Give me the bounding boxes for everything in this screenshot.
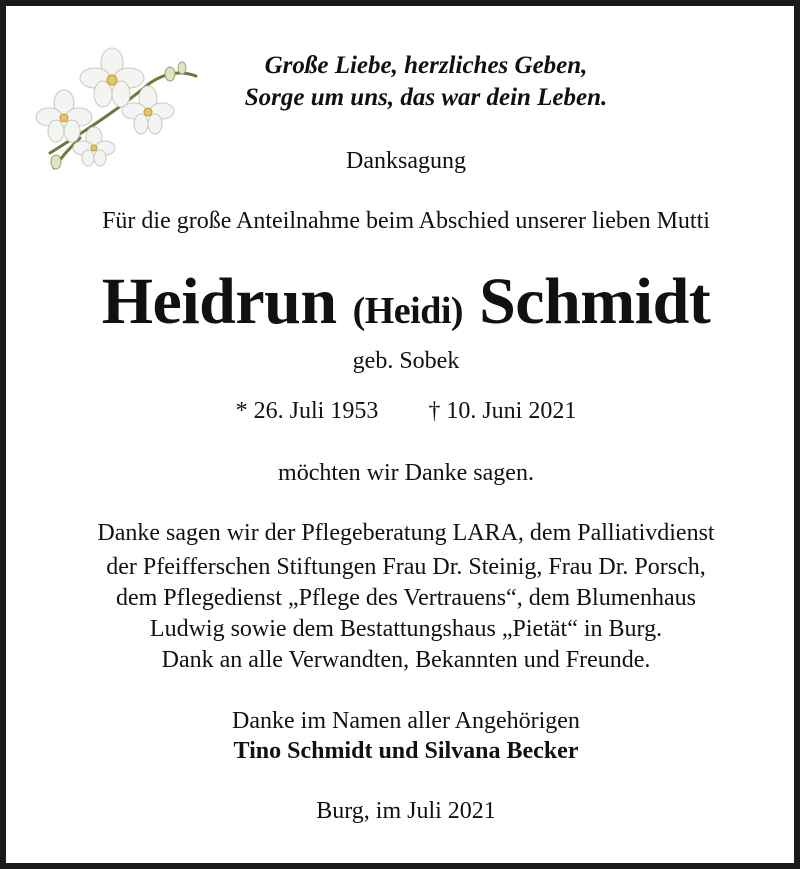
- birth-date: * 26. Juli 1953: [235, 398, 379, 424]
- deceased-name: [6, 264, 800, 349]
- life-dates: [6, 396, 800, 426]
- first-name: Heidrun: [101, 265, 337, 338]
- body-line-1: Danke sagen wir der Pflegeberatung LARA, dem Palliativdienst: [97, 520, 715, 546]
- thanks-line: möchten wir Danke sagen.: [278, 460, 534, 486]
- motto-line-2: Sorge um uns, das war dein Leben.: [244, 84, 608, 111]
- motto-line-1: Große Liebe, herzliches Geben,: [264, 52, 588, 79]
- body-line-4: Ludwig sowie dem Bestattungshaus „Pietät“ in Burg.: [149, 616, 663, 642]
- last-name: Schmidt: [479, 265, 711, 338]
- death-date: † 10. Juni 2021: [428, 398, 577, 424]
- signature-intro: Danke im Namen aller Angehörigen: [232, 708, 580, 734]
- signature-names: Tino Schmidt und Silvana Becker: [233, 738, 579, 764]
- heading: Danksagung: [346, 148, 466, 174]
- nickname: (Heidi): [352, 290, 464, 332]
- body-line-2: der Pfeifferschen Stiftungen Frau Dr. Steinig, Frau Dr. Porsch,: [106, 554, 706, 580]
- body-line-3: dem Pflegedienst „Pflege des Vertrauens“, dem Blumenhaus: [115, 585, 697, 611]
- maiden-name: geb. Sobek: [352, 348, 460, 374]
- body-line-5: Dank an alle Verwandten, Bekannten und Freunde.: [161, 647, 651, 673]
- intro-text: Für die große Anteilnahme beim Abschied unserer lieben Mutti: [102, 208, 710, 234]
- place-date: Burg, im Juli 2021: [316, 798, 496, 824]
